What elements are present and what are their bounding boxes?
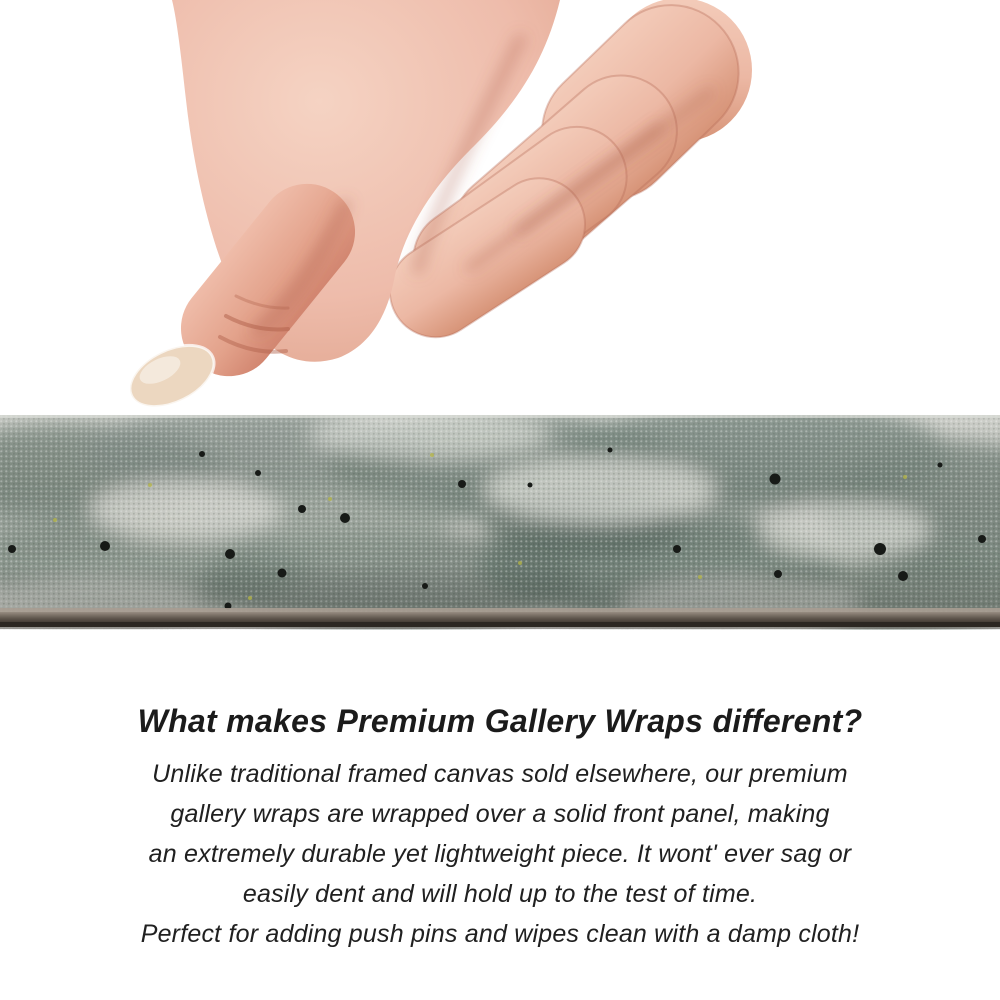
- hand-photo: [0, 0, 1000, 420]
- copy-line-1: Unlike traditional framed canvas sold elsewhere, our premium: [152, 760, 848, 789]
- copy-line-3: an extremely durable yet lightweight piece. It wont' ever sag or: [148, 840, 852, 869]
- copy-line-5: Perfect for adding push pins and wipes clean with a damp cloth!: [140, 920, 860, 949]
- hand-illustration: [0, 0, 1000, 420]
- copy-section: [0, 702, 1000, 954]
- canvas-fabric: [0, 415, 1000, 630]
- canvas-panel-edge: [0, 608, 1000, 629]
- canvas-edge-strip: [0, 415, 1000, 630]
- copy-line-4: easily dent and will hold up to the test of time.: [242, 880, 758, 909]
- copy-heading: What makes Premium Gallery Wraps different?: [137, 703, 863, 739]
- copy-line-2: gallery wraps are wrapped over a solid front panel, making: [170, 800, 830, 829]
